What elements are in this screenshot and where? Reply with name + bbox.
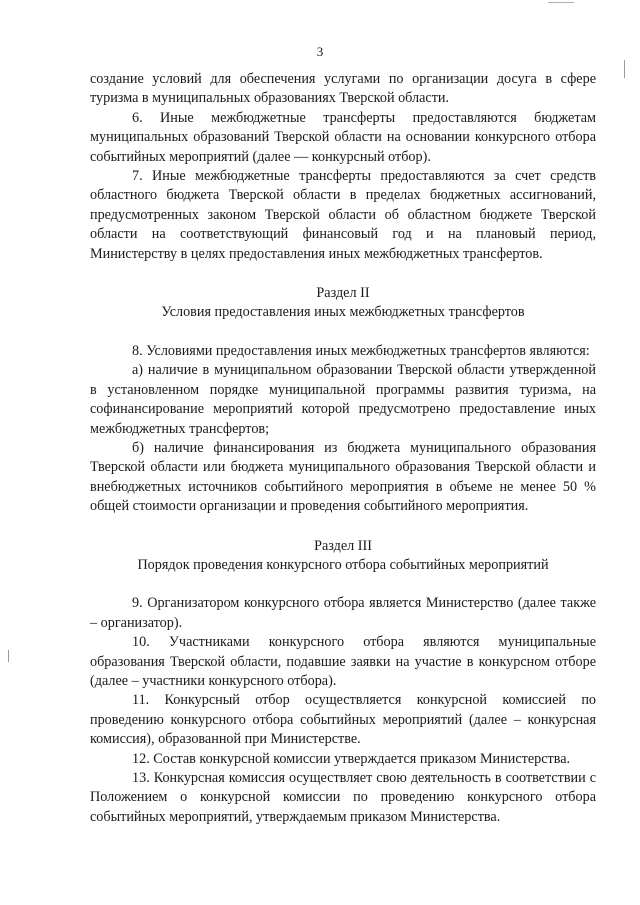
paragraph-13: 13. Конкурсная комиссия осуществляет свою деятельность в соответствии с Положением о конкурсной комиссии по проведению конкурсного отбора событийных мероприятий, утверждаемым приказом Министерства. — [90, 770, 596, 825]
paragraph-6: 6. Иные межбюджетные трансферты предоставляются бюджетам муниципальных образований Тверской области на основании конкурсного отбора событийных мероприятий (далее — конкурсный отбор). — [90, 109, 596, 165]
paragraph-11: 11. Конкурсный отбор осуществляется конкурсной комиссией по проведению конкурсного отбора событийных мероприятий (далее – конкурсная комиссия), образованной при Министерстве. — [90, 692, 596, 748]
scan-edge-mark — [624, 60, 625, 78]
paragraph-10: 10. Участниками конкурсного отбора являются муниципальные образования Тверской области, подавшие заявки на участие в конкурсном отборе (далее – участники конкурсного отбора). — [90, 634, 596, 689]
scan-edge-mark — [8, 650, 9, 662]
section-2-title: Условия предоставления иных межбюджетных трансфертов — [161, 304, 525, 321]
paragraph-continuation: создание условий для обеспечения услугами по организации досуга в сфере туризма в муниципальных образованиях Тверской области. — [90, 71, 596, 107]
section-3-heading: Раздел III — [314, 537, 372, 554]
paragraph-8b: б) наличие финансирования из бюджета муниципального образования Тверской области или бюджета муниципального образования Тверской области и внебюджетных источников событийного мероприятия в объеме не менее 50 % общей стоимости организации и проведения событийного мероприятия. — [90, 439, 596, 515]
page-number: 3 — [316, 44, 324, 59]
section-3-title: Порядок проведения конкурсного отбора событийных мероприятий — [137, 556, 549, 573]
paragraph-12: 12. Состав конкурсной комиссии утверждается приказом Министерства. — [132, 750, 571, 767]
paragraph-9: 9. Организатором конкурсного отбора является Министерство (далее также – организатор). — [90, 595, 596, 631]
paragraph-7: 7. Иные межбюджетные трансферты предоставляются за счет средств областного бюджета Тверской области в пределах бюджетных ассигнований, предусмотренных законом Тверской области об областном бюджете Тверской области на соответствующий финансовый год и на плановый период, Министерству в целях предоставления иных межбюджетных трансфертов. — [90, 168, 596, 262]
document-body — [90, 70, 596, 827]
scan-mark — [548, 2, 574, 3]
paragraph-8a: а) наличие в муниципальном образовании Тверской области утвержденной в установленном порядке муниципальной программы развития туризма, на софинансирование мероприятий которой предусмотрено предоставление иных межбюджетных трансфертов; — [90, 362, 596, 437]
paragraph-8: 8. Условиями предоставления иных межбюджетных трансфертов являются: — [132, 342, 590, 359]
section-2-heading: Раздел II — [316, 285, 370, 302]
